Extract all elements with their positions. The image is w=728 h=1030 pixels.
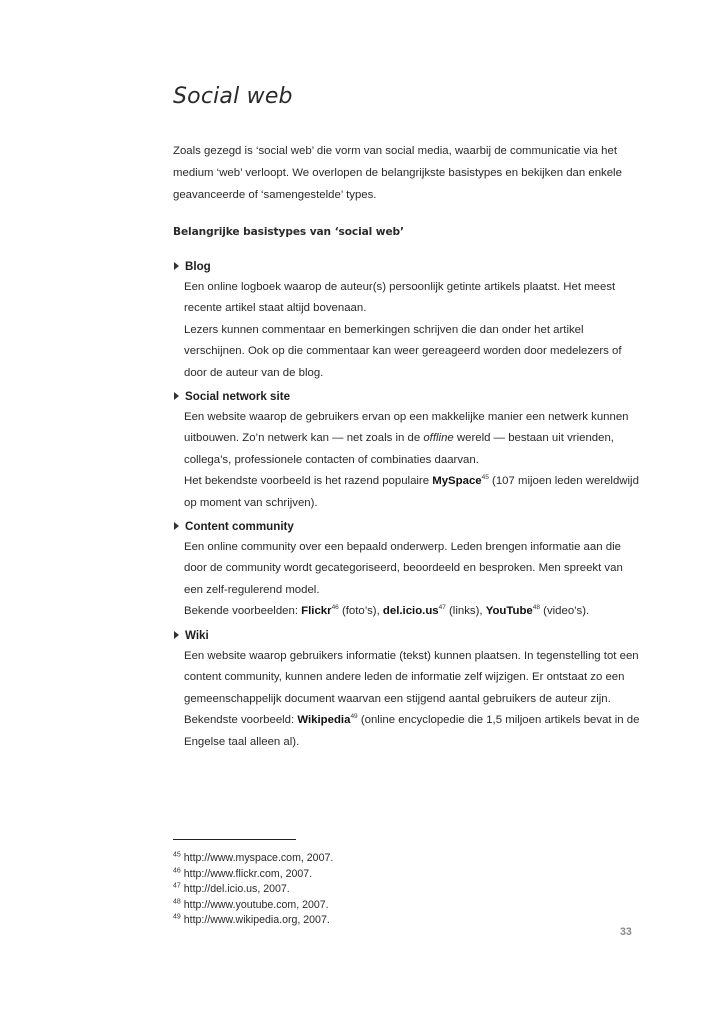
body-line: Engelse taal alleen al). bbox=[184, 735, 300, 748]
text-run: Bekende voorbeelden: bbox=[184, 605, 302, 618]
footnote-divider bbox=[173, 839, 296, 840]
footnote-ref: 47 bbox=[438, 604, 446, 612]
body-line: op moment van schrijven). bbox=[184, 496, 318, 509]
section-header bbox=[173, 385, 653, 407]
intro-line: Zoals gezegd is ‘social web’ die vorm van social media, waarbij de communicatie via het bbox=[173, 145, 618, 157]
footnote-ref: 45 bbox=[481, 474, 489, 482]
section-body bbox=[184, 407, 653, 514]
footnote-ref: 48 bbox=[532, 604, 540, 612]
footnote-ref: 49 bbox=[350, 713, 358, 721]
body-line: content community, kunnen andere leden de informatie zelf wijzigen. Er ontstaat zo een bbox=[184, 671, 625, 684]
body-line bbox=[184, 710, 653, 731]
footnote-number: 47 bbox=[173, 882, 181, 890]
text-run: uitbouwen. Zo’n netwerk kan — net zoals in de bbox=[184, 432, 424, 445]
brand-youtube: YouTube bbox=[485, 605, 533, 618]
text-run: (online encyclopedie die 1,5 miljoen artikels bevat in de bbox=[357, 714, 640, 727]
body-line: door de community wordt gecategoriseerd, beoordeeld en besproken. Men spreekt van bbox=[184, 562, 623, 575]
footnote-number: 49 bbox=[173, 913, 181, 921]
footnote-text: http://del.icio.us, 2007. bbox=[180, 883, 290, 896]
body-line bbox=[184, 471, 653, 492]
section-content-community bbox=[173, 515, 653, 623]
section-title: Blog bbox=[185, 259, 211, 273]
body-line: collega’s, professionele contacten of combinaties daarvan. bbox=[184, 453, 479, 466]
brand-delicious: del.icio.us bbox=[382, 605, 439, 618]
body-line: recente artikel staat altijd bovenaan. bbox=[184, 302, 367, 315]
body-line: een zelf-regulerend model. bbox=[184, 583, 320, 596]
text-run: (foto’s), bbox=[338, 605, 383, 618]
italic-term: offline bbox=[423, 432, 454, 445]
footnote-text: http://www.flickr.com, 2007. bbox=[180, 867, 313, 880]
section-title: Wiki bbox=[185, 628, 209, 642]
footnote bbox=[173, 882, 333, 898]
footnote-number: 45 bbox=[173, 851, 181, 859]
section-header bbox=[173, 255, 653, 277]
footnote-text: http://www.wikipedia.org, 2007. bbox=[180, 914, 330, 927]
page-title: Social web bbox=[173, 84, 293, 109]
section-header bbox=[173, 624, 653, 646]
section-social-network bbox=[173, 385, 653, 514]
section-wiki bbox=[173, 624, 653, 753]
bullet-arrow-icon bbox=[174, 392, 179, 400]
text-run: wereld — bestaan uit vrienden, bbox=[453, 432, 614, 445]
page-number: 33 bbox=[620, 926, 632, 938]
bullet-arrow-icon bbox=[174, 262, 179, 270]
intro-line: medium ‘web’ verloopt. We overlopen de belangrijkste basistypes en bekijken dan enkele bbox=[173, 167, 622, 179]
footnote-number: 48 bbox=[173, 898, 181, 906]
footnote-text: http://www.myspace.com, 2007. bbox=[180, 852, 334, 864]
footnote-number: 46 bbox=[173, 867, 181, 875]
brand-myspace: MySpace bbox=[432, 475, 482, 488]
footnote bbox=[173, 867, 333, 883]
section-title: Content community bbox=[185, 519, 294, 533]
body-line: Een website waarop gebruikers informatie (tekst) kunnen plaatsen. In tegenstelling tot een bbox=[184, 650, 639, 662]
section-title: Social network site bbox=[185, 389, 291, 403]
body-line: Een website waarop de gebruikers ervan op een makkelijke manier een netwerk kunnen bbox=[184, 411, 629, 423]
intro-paragraph bbox=[173, 140, 643, 206]
text-run: Het bekendste voorbeeld is het razend populaire bbox=[184, 475, 433, 488]
body-line bbox=[184, 428, 653, 449]
section-blog bbox=[173, 255, 653, 384]
footnote bbox=[173, 851, 333, 867]
text-run: (107 mijoen leden wereldwijd bbox=[488, 475, 639, 488]
intro-line: geavanceerde of ‘samengestelde’ types. bbox=[173, 189, 377, 201]
footnotes bbox=[173, 851, 333, 929]
footnote-ref: 46 bbox=[331, 604, 339, 612]
section-header bbox=[173, 515, 653, 537]
brand-wikipedia: Wikipedia bbox=[297, 714, 351, 727]
body-line: Een online logboek waarop de auteur(s) persoonlijk getinte artikels plaatst. Het meest bbox=[184, 281, 616, 293]
section-subheading: Belangrijke basistypes van ‘social web’ bbox=[173, 226, 404, 238]
brand-flickr: Flickr bbox=[301, 605, 332, 618]
bullet-arrow-icon bbox=[174, 631, 179, 639]
bullet-arrow-icon bbox=[174, 522, 179, 530]
footnote bbox=[173, 898, 333, 914]
body-line: Een online community over een bepaald onderwerp. Leden brengen informatie aan die bbox=[184, 541, 621, 553]
text-run: (video’s). bbox=[539, 605, 590, 618]
section-body bbox=[184, 537, 653, 623]
body-line bbox=[184, 601, 653, 622]
section-body bbox=[184, 277, 653, 384]
footnote bbox=[173, 913, 333, 929]
text-run: (links), bbox=[445, 605, 486, 618]
body-line: verschijnen. Ook op die commentaar kan weer gereageerd worden door medelezers of bbox=[184, 345, 622, 358]
body-line: door de auteur van de blog. bbox=[184, 366, 324, 379]
body-line: Lezers kunnen commentaar en bemerkingen schrijven die dan onder het artikel bbox=[184, 323, 584, 336]
footnote-text: http://www.youtube.com, 2007. bbox=[180, 898, 329, 911]
text-run: Bekendste voorbeeld: bbox=[184, 714, 298, 727]
body-line: gemeenschappelijk document waarvan een stijgend aantal gebruikers de auteur zijn. bbox=[184, 692, 611, 705]
section-body bbox=[184, 646, 653, 753]
